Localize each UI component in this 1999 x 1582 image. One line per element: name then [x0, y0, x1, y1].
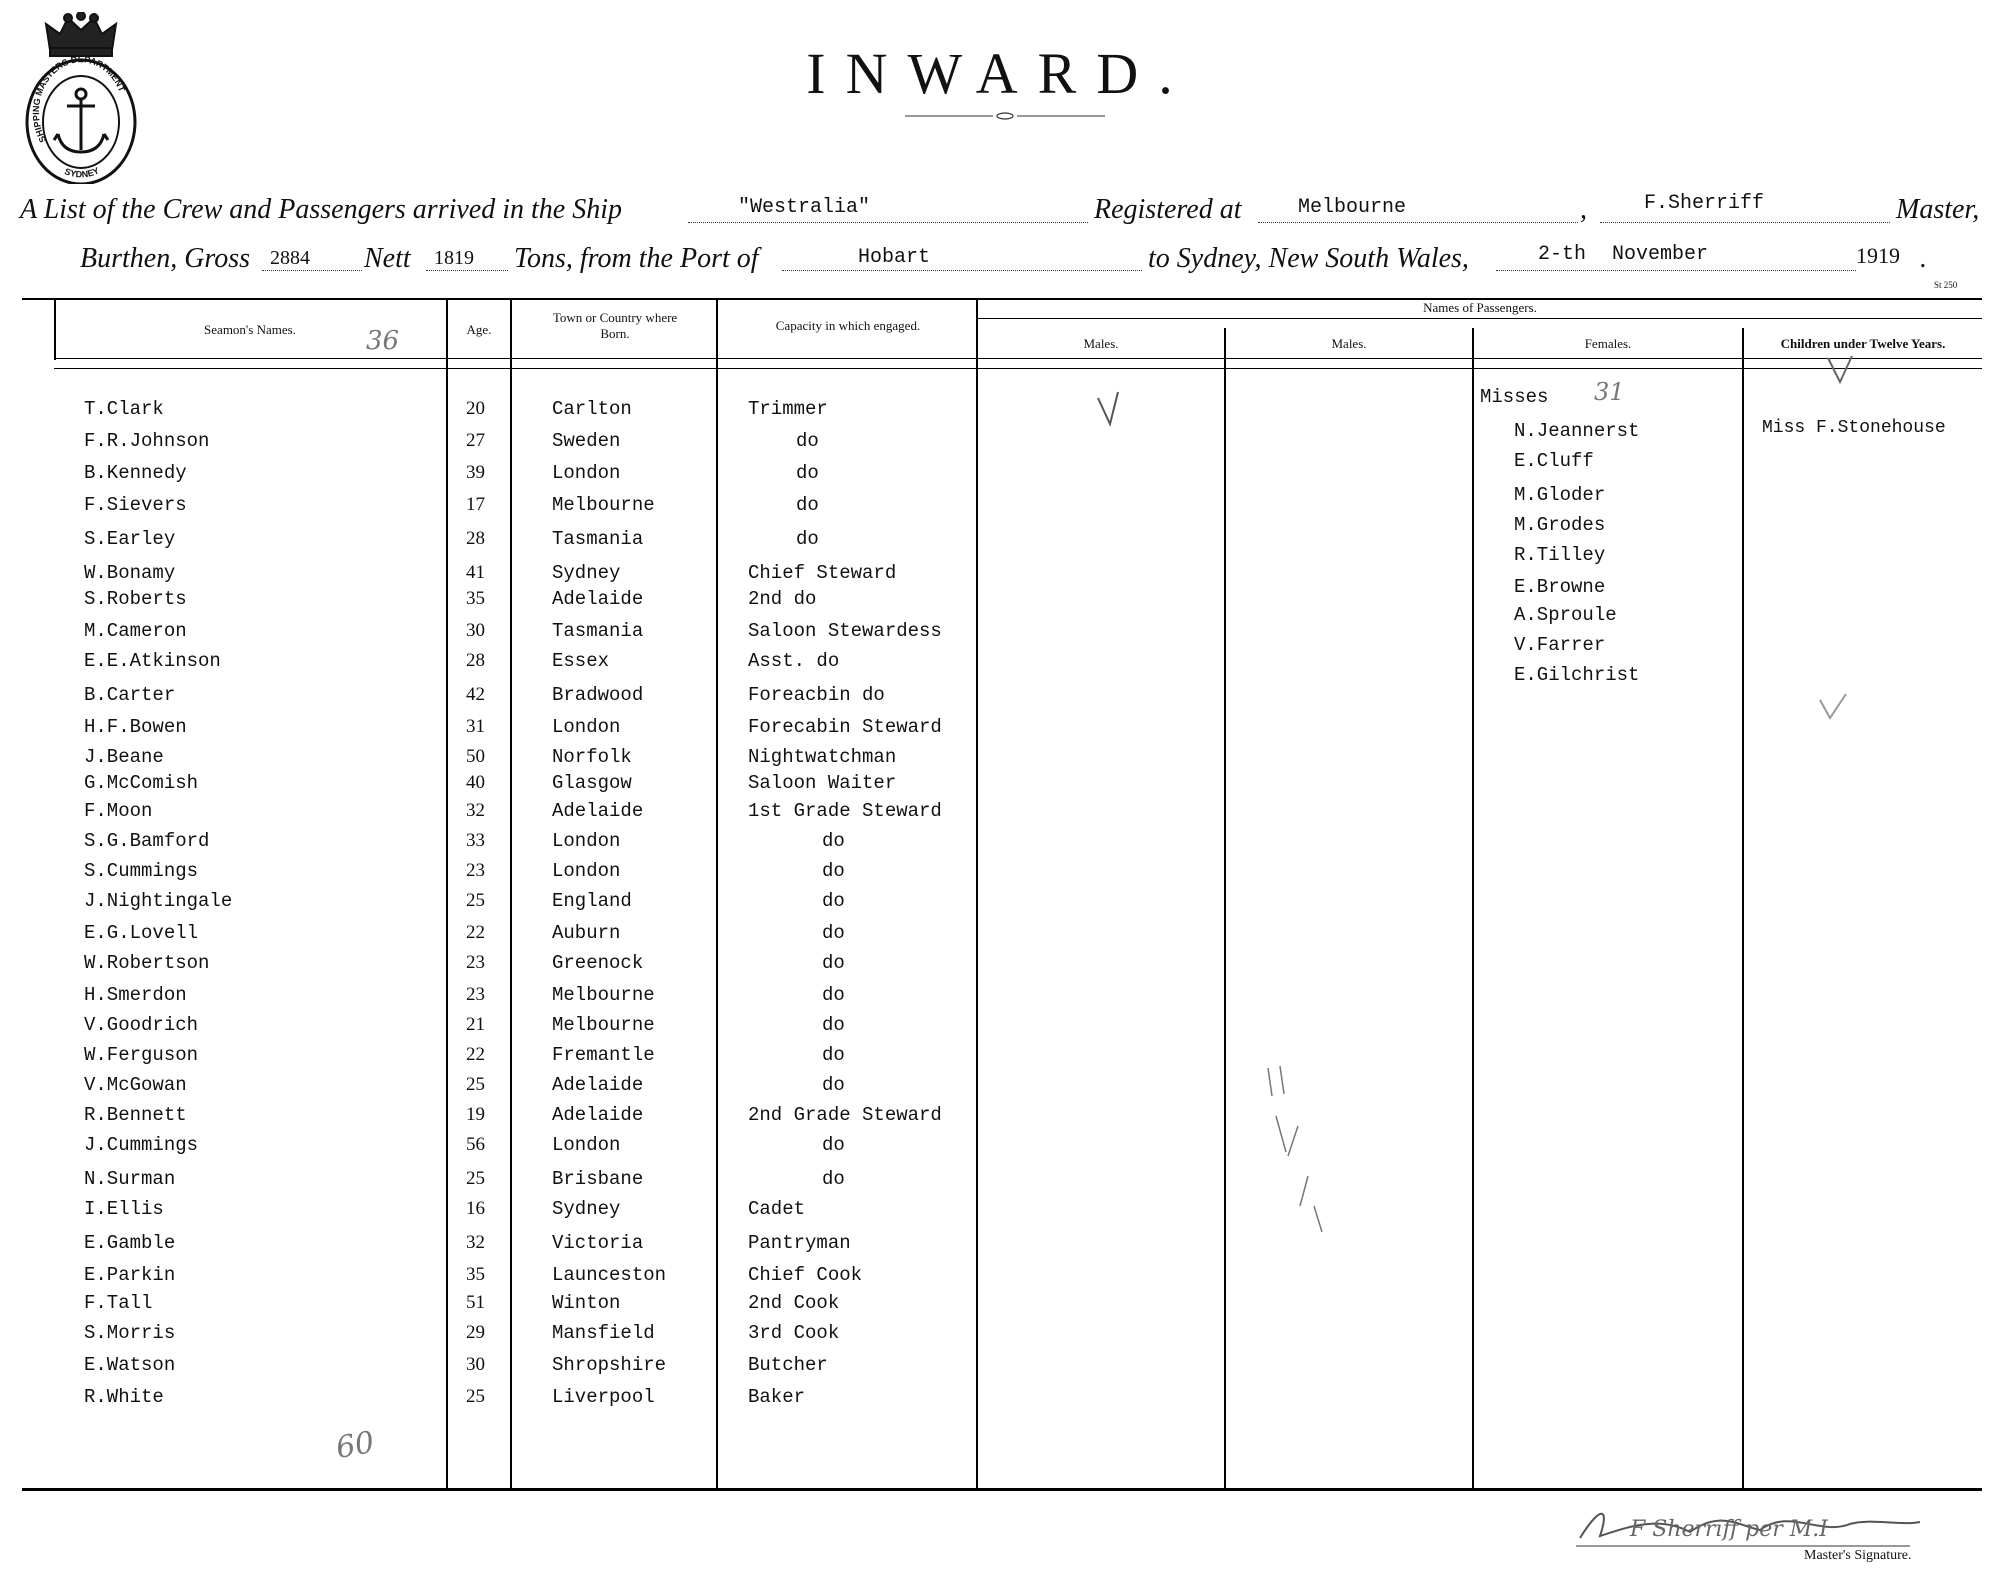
crew-capacity: Baker — [748, 1386, 806, 1408]
crew-capacity: do — [822, 1044, 845, 1066]
female-passenger: M.Grodes — [1514, 514, 1606, 536]
crew-age: 32 — [466, 1232, 485, 1253]
crew-town: England — [552, 890, 632, 912]
crew-town: Victoria — [552, 1232, 644, 1254]
crew-name: B.Carter — [84, 684, 176, 706]
tally-scribble — [1258, 1056, 1338, 1236]
crew-capacity: Saloon Waiter — [748, 772, 897, 794]
crew-town: London — [552, 716, 621, 738]
crew-row — [0, 952, 1999, 974]
arrival-day: 2-th — [1538, 243, 1587, 266]
crew-capacity: do — [822, 1074, 845, 1096]
female-passenger: E.Gilchrist — [1514, 664, 1640, 686]
crew-town: Melbourne — [552, 1014, 655, 1036]
arrival-month: November — [1612, 243, 1709, 266]
crew-town: Auburn — [552, 922, 621, 944]
crew-name: F.Moon — [84, 800, 153, 822]
arrival-year: 1919 — [1856, 243, 1900, 268]
crew-name: S.Morris — [84, 1322, 176, 1344]
crew-row — [0, 890, 1999, 912]
nett-tonnage: 1819 — [434, 247, 474, 269]
crew-age: 41 — [466, 562, 485, 583]
col-head-seamen: Seamon's Names. — [204, 322, 296, 337]
crew-name: F.Tall — [84, 1292, 153, 1314]
crew-capacity: 2nd Cook — [748, 1292, 840, 1314]
crew-capacity: do — [822, 952, 845, 974]
crew-row — [0, 860, 1999, 882]
page-title: INWARD. — [806, 41, 1193, 106]
passengers-subhead-rule — [978, 318, 1982, 319]
crew-town: Liverpool — [552, 1386, 655, 1408]
col-head-males-2: Males. — [1331, 336, 1367, 351]
crew-town: Sweden — [552, 430, 621, 452]
crew-row — [0, 984, 1999, 1006]
female-passenger: R.Tilley — [1514, 544, 1606, 566]
crew-row — [0, 1264, 1999, 1286]
crew-name: F.Sievers — [84, 494, 187, 516]
crew-name: E.Gamble — [84, 1232, 176, 1254]
crew-age: 25 — [466, 1386, 485, 1407]
female-passenger: M.Gloder — [1514, 484, 1606, 506]
crew-capacity: do — [822, 860, 845, 882]
crew-row — [0, 746, 1999, 768]
crew-capacity: 3rd Cook — [748, 1322, 840, 1344]
crew-name: V.McGowan — [84, 1074, 187, 1096]
crew-capacity: 2nd do — [748, 588, 817, 610]
crew-age: 35 — [466, 588, 485, 609]
nett-label: Nett — [364, 243, 411, 274]
crew-age: 25 — [466, 890, 485, 911]
crew-capacity: do — [822, 1014, 845, 1036]
seamen-count-note: 36 — [366, 326, 400, 356]
col-rule-children — [1742, 328, 1744, 1488]
crew-row — [0, 1198, 1999, 1220]
col-rule-capacity — [716, 300, 718, 1488]
crew-name: E.Parkin — [84, 1264, 176, 1286]
crew-row — [0, 562, 1999, 584]
date-dotline — [1496, 270, 1856, 271]
crew-row — [0, 620, 1999, 642]
crew-capacity: do — [822, 922, 845, 944]
crew-capacity: Forecabin Steward — [748, 716, 942, 738]
crew-town: Sydney — [552, 562, 621, 584]
crew-town: Glasgow — [552, 772, 632, 794]
crew-name: E.Watson — [84, 1354, 176, 1376]
crew-town: Mansfield — [552, 1322, 655, 1344]
crew-capacity: Asst. do — [748, 650, 840, 672]
from-port-dotline — [782, 270, 1142, 271]
crew-capacity: do — [796, 528, 819, 550]
crew-age: 19 — [466, 1104, 485, 1125]
crew-age: 33 — [466, 830, 485, 851]
crew-age: 21 — [466, 1014, 485, 1035]
header-period: . — [1920, 243, 1927, 274]
crew-age: 28 — [466, 528, 485, 549]
crew-capacity: do — [822, 1168, 845, 1190]
crew-town: Launceston — [552, 1264, 667, 1286]
crew-name: I.Ellis — [84, 1198, 164, 1220]
col-head-children: Children under Twelve Years. — [1780, 336, 1946, 351]
crew-capacity: Pantryman — [748, 1232, 851, 1254]
crew-age: 50 — [466, 746, 485, 767]
crew-row — [0, 1074, 1999, 1096]
crew-row — [0, 772, 1999, 794]
crew-town: Shropshire — [552, 1354, 667, 1376]
crew-capacity: do — [822, 890, 845, 912]
crew-capacity: Cadet — [748, 1198, 806, 1220]
from-port: Hobart — [858, 246, 931, 269]
crew-town: London — [552, 860, 621, 882]
crew-name: E.E.Atkinson — [84, 650, 221, 672]
crew-town: Essex — [552, 650, 610, 672]
ship-name: "Westralia" — [738, 196, 871, 219]
crew-row — [0, 1044, 1999, 1066]
crew-row — [0, 1292, 1999, 1314]
crew-age: 23 — [466, 860, 485, 881]
child-passenger: Miss F.Stonehouse — [1762, 418, 1946, 438]
crew-name: V.Goodrich — [84, 1014, 199, 1036]
header-comma: , — [1580, 194, 1587, 225]
female-passenger: A.Sproule — [1514, 604, 1617, 626]
check-mark-children — [1822, 352, 1862, 388]
crew-capacity: 2nd Grade Steward — [748, 1104, 942, 1126]
crew-row — [0, 528, 1999, 550]
registered-dotline — [1258, 222, 1578, 223]
col-head-town: Town or Country where Born. — [552, 310, 678, 341]
crew-capacity: Foreacbin do — [748, 684, 885, 706]
crew-age: 22 — [466, 1044, 485, 1065]
col-head-age: Age. — [466, 322, 492, 337]
crew-row — [0, 462, 1999, 484]
crew-name: S.Cummings — [84, 860, 199, 882]
crew-name: H.F.Bowen — [84, 716, 187, 738]
crew-town: London — [552, 1134, 621, 1156]
crew-capacity: do — [822, 984, 845, 1006]
crew-age: 16 — [466, 1198, 485, 1219]
crew-name: M.Cameron — [84, 620, 187, 642]
master-signature — [1570, 1496, 1930, 1556]
crew-age: 51 — [466, 1292, 485, 1313]
gross-tonnage: 2884 — [270, 247, 310, 269]
crew-row — [0, 830, 1999, 852]
col-rule-males1 — [976, 300, 978, 1488]
crew-age: 25 — [466, 1168, 485, 1189]
master-label: Master, — [1896, 194, 1980, 225]
crew-name: B.Kennedy — [84, 462, 187, 484]
crew-town: Melbourne — [552, 494, 655, 516]
registered-port: Melbourne — [1298, 196, 1407, 219]
crew-age: 39 — [466, 462, 485, 483]
title-ornament — [905, 112, 1105, 120]
crew-capacity: do — [822, 1134, 845, 1156]
crew-name: G.McComish — [84, 772, 199, 794]
crew-name: J.Beane — [84, 746, 164, 768]
header-list-label: A List of the Crew and Passengers arrived in the Ship — [20, 194, 622, 225]
crew-capacity: Trimmer — [748, 398, 828, 420]
crew-name: E.G.Lovell — [84, 922, 199, 944]
crew-age: 30 — [466, 1354, 485, 1375]
check-mark-females — [1814, 688, 1854, 724]
crew-row — [0, 800, 1999, 822]
tons-from-label: Tons, from the Port of — [514, 243, 759, 274]
crew-age: 40 — [466, 772, 485, 793]
col-head-females: Females. — [1584, 336, 1632, 351]
burthen-label: Burthen, Gross — [80, 243, 251, 274]
crew-capacity: Chief Steward — [748, 562, 897, 584]
crew-row — [0, 1104, 1999, 1126]
crew-capacity: do — [822, 830, 845, 852]
crew-row — [0, 1354, 1999, 1376]
crew-capacity: Saloon Stewardess — [748, 620, 942, 642]
crew-name: N.Surman — [84, 1168, 176, 1190]
table-left-rule — [54, 300, 56, 360]
col-rule-age — [446, 300, 448, 1488]
crew-town: Tasmania — [552, 620, 644, 642]
crew-row — [0, 684, 1999, 706]
crew-capacity: Nightwatchman — [748, 746, 897, 768]
female-passenger: E.Cluff — [1514, 450, 1594, 472]
check-mark-males — [1092, 388, 1132, 434]
master-dotline — [1600, 222, 1890, 223]
crew-town: Bradwood — [552, 684, 644, 706]
crew-capacity: do — [796, 430, 819, 452]
table-bottom-rule — [22, 1488, 1982, 1491]
crew-age: 31 — [466, 716, 485, 737]
header-bottom-rule — [54, 358, 1982, 359]
crew-name: S.Roberts — [84, 588, 187, 610]
crew-age: 23 — [466, 952, 485, 973]
seal-text-top: SHIPPING MASTERS DEPARTMENT — [30, 54, 128, 145]
crew-name: J.Cummings — [84, 1134, 199, 1156]
crew-name: W.Ferguson — [84, 1044, 199, 1066]
crew-capacity: Butcher — [748, 1354, 828, 1376]
gross-dotline — [262, 270, 362, 271]
crew-name: R.Bennett — [84, 1104, 187, 1126]
crew-age: 22 — [466, 922, 485, 943]
master-name: F.Sherriff — [1644, 192, 1765, 215]
crew-capacity: do — [796, 462, 819, 484]
crew-age: 35 — [466, 1264, 485, 1285]
form-number: St 250 — [1934, 280, 1958, 290]
ship-dotline — [688, 222, 1088, 223]
crew-name: S.Earley — [84, 528, 176, 550]
signature-label: Master's Signature. — [1804, 1548, 1912, 1563]
females-count-note: 31 — [1594, 378, 1625, 406]
crew-capacity: do — [796, 494, 819, 516]
crew-age: 28 — [466, 650, 485, 671]
crew-age: 32 — [466, 800, 485, 821]
crew-row — [0, 922, 1999, 944]
crew-age: 27 — [466, 430, 485, 451]
crew-capacity: 1st Grade Steward — [748, 800, 942, 822]
crew-town: Greenock — [552, 952, 644, 974]
crew-row — [0, 716, 1999, 738]
crew-age: 30 — [466, 620, 485, 641]
crew-town: Sydney — [552, 1198, 621, 1220]
crew-town: Tasmania — [552, 528, 644, 550]
crew-row — [0, 1014, 1999, 1036]
signature-text: F Sherriff per M.I — [1630, 1517, 1828, 1542]
crew-town: Brisbane — [552, 1168, 644, 1190]
crew-town: Norfolk — [552, 746, 632, 768]
crew-age: 20 — [466, 398, 485, 419]
col-head-passengers: Names of Passengers. — [1423, 300, 1537, 315]
crew-town: Carlton — [552, 398, 632, 420]
crew-age: 23 — [466, 984, 485, 1005]
crew-town: Adelaide — [552, 1104, 644, 1126]
crew-town: Adelaide — [552, 588, 644, 610]
crew-name: R.White — [84, 1386, 164, 1408]
crew-capacity: Chief Cook — [748, 1264, 863, 1286]
seal-text-bottom: SYDNEY — [63, 165, 101, 180]
col-rule-town — [510, 300, 512, 1488]
crew-name: W.Bonamy — [84, 562, 176, 584]
crew-row — [0, 1386, 1999, 1408]
header-bottom-rule-2 — [54, 368, 1982, 369]
crew-name: F.R.Johnson — [84, 430, 210, 452]
crew-row — [0, 650, 1999, 672]
crew-town: London — [552, 830, 621, 852]
female-passenger: V.Farrer — [1514, 634, 1606, 656]
crew-age: 42 — [466, 684, 485, 705]
to-sydney-label: to Sydney, New South Wales, — [1148, 243, 1469, 274]
crew-town: Adelaide — [552, 1074, 644, 1096]
female-passenger: E.Browne — [1514, 576, 1606, 598]
crew-age: 25 — [466, 1074, 485, 1095]
female-passenger: N.Jeannerst — [1514, 420, 1640, 442]
crew-age: 17 — [466, 494, 485, 515]
crew-name: S.G.Bamford — [84, 830, 210, 852]
nett-dotline — [426, 270, 508, 271]
crew-town: Winton — [552, 1292, 621, 1314]
crew-name: J.Nightingale — [84, 890, 233, 912]
col-rule-females — [1472, 328, 1474, 1488]
crew-name: T.Clark — [84, 398, 164, 420]
crew-name: H.Smerdon — [84, 984, 187, 1006]
crew-row — [0, 1134, 1999, 1156]
crew-row — [0, 398, 1999, 420]
crew-town: London — [552, 462, 621, 484]
females-heading: Misses — [1480, 386, 1549, 408]
crew-age: 56 — [466, 1134, 485, 1155]
col-rule-males2 — [1224, 328, 1226, 1488]
total-count-note: 60 — [333, 1424, 377, 1467]
registered-label: Registered at — [1094, 194, 1242, 225]
crew-town: Fremantle — [552, 1044, 655, 1066]
col-head-males-1: Males. — [1083, 336, 1119, 351]
crew-name: W.Robertson — [84, 952, 210, 974]
crew-town: Adelaide — [552, 800, 644, 822]
crew-row — [0, 588, 1999, 610]
crew-row — [0, 1322, 1999, 1344]
crew-town: Melbourne — [552, 984, 655, 1006]
col-head-capacity: Capacity in which engaged. — [775, 318, 921, 333]
crew-age: 29 — [466, 1322, 485, 1343]
crew-row — [0, 1168, 1999, 1190]
crew-row — [0, 1232, 1999, 1254]
